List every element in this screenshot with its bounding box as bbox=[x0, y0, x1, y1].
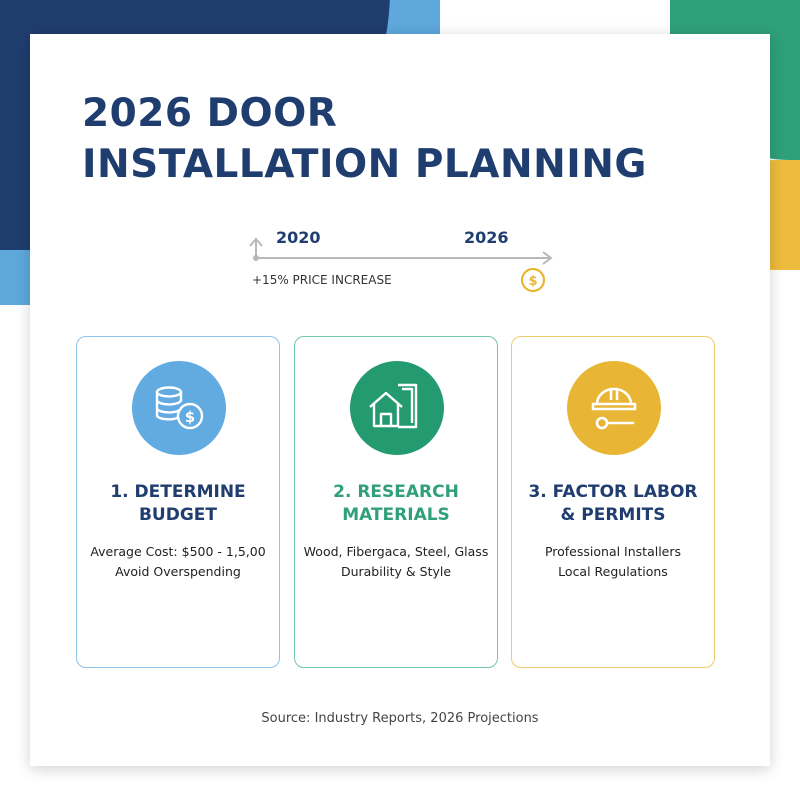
svg-text:$: $ bbox=[528, 274, 538, 289]
source-note: Source: Industry Reports, 2026 Projections bbox=[261, 711, 539, 726]
feature-desc-line: Local Regulations bbox=[558, 564, 668, 579]
feature-title-line: 2. RESEARCH bbox=[333, 482, 459, 502]
timeline-graphic bbox=[30, 34, 770, 334]
feature-title-materials bbox=[295, 481, 497, 527]
feature-desc-line: Durability & Style bbox=[340, 564, 452, 579]
feature-card-materials bbox=[294, 336, 498, 668]
infographic-card bbox=[30, 34, 770, 766]
feature-desc-materials bbox=[295, 542, 497, 582]
timeline-end-year: 2026 bbox=[464, 228, 509, 247]
feature-desc-line: Avoid Overspending bbox=[115, 564, 241, 579]
house-door-icon bbox=[350, 361, 444, 455]
feature-desc-line: Wood, Fibergaca, Steel, Glass bbox=[303, 544, 489, 559]
feature-title-line: 1. DETERMINE bbox=[110, 482, 246, 502]
feature-desc-budget bbox=[77, 542, 279, 582]
feature-title-line: BUDGET bbox=[138, 505, 218, 525]
coins-dollar-icon bbox=[132, 361, 226, 455]
feature-desc-line: Average Cost: $500 - 1,5,00 bbox=[90, 544, 266, 559]
title-line-2: INSTALLATION PLANNING bbox=[82, 142, 647, 187]
feature-title-labor bbox=[512, 481, 714, 527]
dollar-coin-icon bbox=[522, 269, 544, 291]
feature-card-budget bbox=[76, 336, 280, 668]
price-increase-note: +15% PRICE INCREASE bbox=[252, 273, 392, 287]
price-timeline bbox=[30, 34, 770, 334]
feature-title-budget bbox=[77, 481, 279, 527]
timeline-start-year: 2020 bbox=[276, 228, 321, 247]
feature-title-line: 3. FACTOR LABOR bbox=[528, 482, 698, 502]
svg-text:$: $ bbox=[184, 408, 196, 426]
feature-desc-line: Professional Installers bbox=[544, 544, 682, 559]
feature-title-line: & PERMITS bbox=[560, 505, 666, 525]
hardhat-wrench-icon bbox=[567, 361, 661, 455]
title-line-1: 2026 DOOR bbox=[82, 91, 338, 136]
feature-card-labor bbox=[511, 336, 715, 668]
feature-desc-labor bbox=[512, 542, 714, 582]
feature-title-line: MATERIALS bbox=[342, 505, 450, 525]
